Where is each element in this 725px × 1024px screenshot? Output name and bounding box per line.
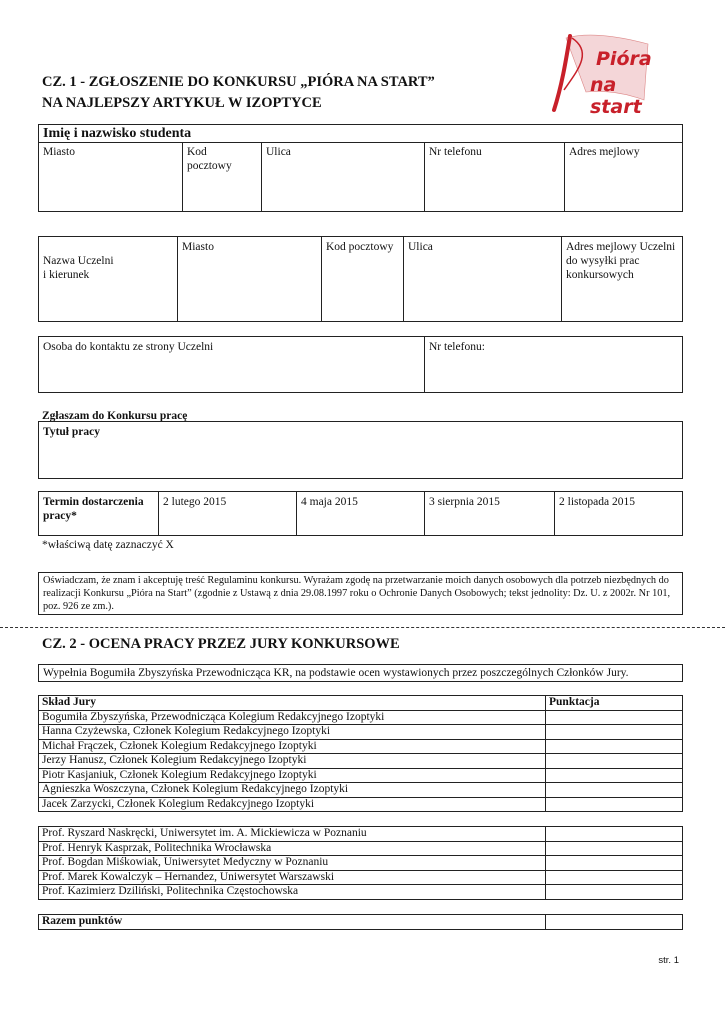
part1-title-line2: NA NAJLEPSZY ARTYKUŁ W IZOPTYCE [42, 95, 322, 111]
contact-person-field[interactable]: Osoba do kontaktu ze strony Uczelni [43, 341, 214, 353]
part2-title: CZ. 2 - OCENA PRACY PRZEZ JURY KONKURSOWE [42, 636, 400, 652]
table-row [39, 870, 683, 885]
university-email-field[interactable] [561, 237, 682, 321]
table-row [39, 739, 683, 754]
student-phone-field[interactable]: Nr telefonu [424, 142, 564, 211]
jury-member: Prof. Marek Kowalczyk – Hernandez, Uniwersytet Warszawski [39, 870, 546, 885]
logo-text-line1: Pióra [596, 48, 652, 70]
student-street-field[interactable]: Ulica [261, 142, 424, 211]
points-cell[interactable] [546, 797, 683, 812]
table-row [39, 885, 683, 900]
jury-member: Jacek Zarzycki, Członek Kolegium Redakcyjnego Izoptyki [39, 797, 546, 812]
jury-member: Michał Frączek, Członek Kolegium Redakcyjnego Izoptyki [39, 739, 546, 754]
work-title-field[interactable] [38, 421, 683, 479]
part1-title-line1: CZ. 1 - ZGŁOSZENIE DO KONKURSU „PIÓRA NA START” [42, 74, 435, 90]
points-cell[interactable] [546, 725, 683, 740]
student-postcode-field[interactable] [182, 142, 261, 211]
jury-member: Hanna Czyżewska, Członek Kolegium Redakcyjnego Izoptyki [39, 725, 546, 740]
total-label: Razem punktów [39, 915, 546, 930]
jury-member: Agnieszka Woszczyna, Członek Kolegium Redakcyjnego Izoptyki [39, 783, 546, 798]
points-cell[interactable] [546, 783, 683, 798]
jury-col-points: Punktacja [546, 696, 683, 711]
points-cell[interactable] [546, 870, 683, 885]
table-row [39, 797, 683, 812]
points-cell[interactable] [546, 768, 683, 783]
total-points-cell[interactable] [546, 915, 683, 930]
university-email-label: Adres mejlowy Uczelni do wysyłki prac konkursowych [566, 241, 676, 281]
student-city-field[interactable]: Miasto [43, 146, 75, 158]
declaration-text: Oświadczam, że znam i akceptuję treść Regulaminu konkursu. Wyrażam zgodę na przetwarzanie moich danych osobowych dla potrzeb niezbędnych do realizacji Konkursu „Pióra na Start” (zgodnie z Ustawą z dnia 29.08.1997 roku o Ochronie Danych Osobowych; tekst jednolity: Dz. U. z 2002r. Nr 101, poz. 926 ze zm.). [43, 575, 671, 612]
jury-col-name: Skład Jury [39, 696, 546, 711]
jury-member: Piotr Kasjaniuk, Członek Kolegium Redakcyjnego Izoptyki [39, 768, 546, 783]
table-row [39, 856, 683, 871]
deadline-option-4[interactable]: 2 listopada 2015 [554, 492, 682, 535]
logo [548, 30, 658, 118]
deadline-option-2[interactable]: 4 maja 2015 [296, 492, 424, 535]
student-name-label: Imię i nazwisko studenta [43, 126, 192, 141]
table-row [39, 783, 683, 798]
declaration-box [38, 572, 683, 615]
page-number: str. 1 [658, 955, 679, 966]
jury-header-row [39, 696, 683, 711]
deadline-label: Termin dostarczenia pracy* [43, 496, 144, 522]
section-divider [0, 627, 725, 628]
jury-member: Bogumiła Zbyszyńska, Przewodnicząca Kolegium Redakcyjnego Izoptyki [39, 710, 546, 725]
points-cell[interactable] [546, 827, 683, 842]
jury-member: Prof. Kazimierz Dziliński, Politechnika Częstochowska [39, 885, 546, 900]
deadline-note: *właściwą datę zaznaczyć X [42, 539, 174, 551]
table-row [39, 725, 683, 740]
jury-table [38, 695, 683, 812]
points-cell[interactable] [546, 739, 683, 754]
university-city-field[interactable]: Miasto [177, 237, 321, 321]
deadline-box [38, 491, 683, 536]
student-email-field[interactable]: Adres mejlowy [564, 142, 682, 211]
contact-phone-field[interactable]: Nr telefonu: [424, 337, 682, 392]
logo-text-line2: na start [590, 74, 642, 118]
total-row [39, 915, 683, 930]
deadline-option-1[interactable]: 2 lutego 2015 [158, 492, 296, 535]
jury-member: Prof. Ryszard Naskręcki, Uniwersytet im. A. Mickiewicza w Poznaniu [39, 827, 546, 842]
submission-heading: Zgłaszam do Konkursu pracę [42, 410, 188, 422]
points-cell[interactable] [546, 856, 683, 871]
filled-by-box [38, 664, 683, 682]
jury-member: Prof. Henryk Kasprzak, Politechnika Wrocławska [39, 841, 546, 856]
table-row [39, 710, 683, 725]
professors-table [38, 826, 683, 900]
contact-box [38, 336, 683, 393]
table-row [39, 827, 683, 842]
student-box [38, 124, 683, 212]
points-cell[interactable] [546, 885, 683, 900]
jury-member: Prof. Bogdan Miśkowiak, Uniwersytet Medyczny w Poznaniu [39, 856, 546, 871]
deadline-option-3[interactable]: 3 sierpnia 2015 [424, 492, 554, 535]
university-street-field[interactable]: Ulica [403, 237, 561, 321]
university-name-label: Nazwa Uczelni i kierunek [43, 255, 114, 281]
total-table [38, 914, 683, 930]
filled-by-text: Wypełnia Bogumiła Zbyszyńska Przewodnicząca KR, na podstawie ocen wystawionych przez poszczególnych Członków Jury. [43, 667, 629, 679]
points-cell[interactable] [546, 710, 683, 725]
university-name-field[interactable] [39, 237, 177, 321]
jury-member: Jerzy Hanusz, Członek Kolegium Redakcyjnego Izoptyki [39, 754, 546, 769]
student-postcode-label: Kod pocztowy [187, 146, 232, 172]
table-row [39, 841, 683, 856]
university-postcode-field[interactable]: Kod pocztowy [321, 237, 403, 321]
university-box [38, 236, 683, 322]
table-row [39, 754, 683, 769]
points-cell[interactable] [546, 841, 683, 856]
points-cell[interactable] [546, 754, 683, 769]
table-row [39, 768, 683, 783]
work-title-label: Tytuł pracy [43, 426, 100, 438]
student-fields [39, 142, 682, 211]
